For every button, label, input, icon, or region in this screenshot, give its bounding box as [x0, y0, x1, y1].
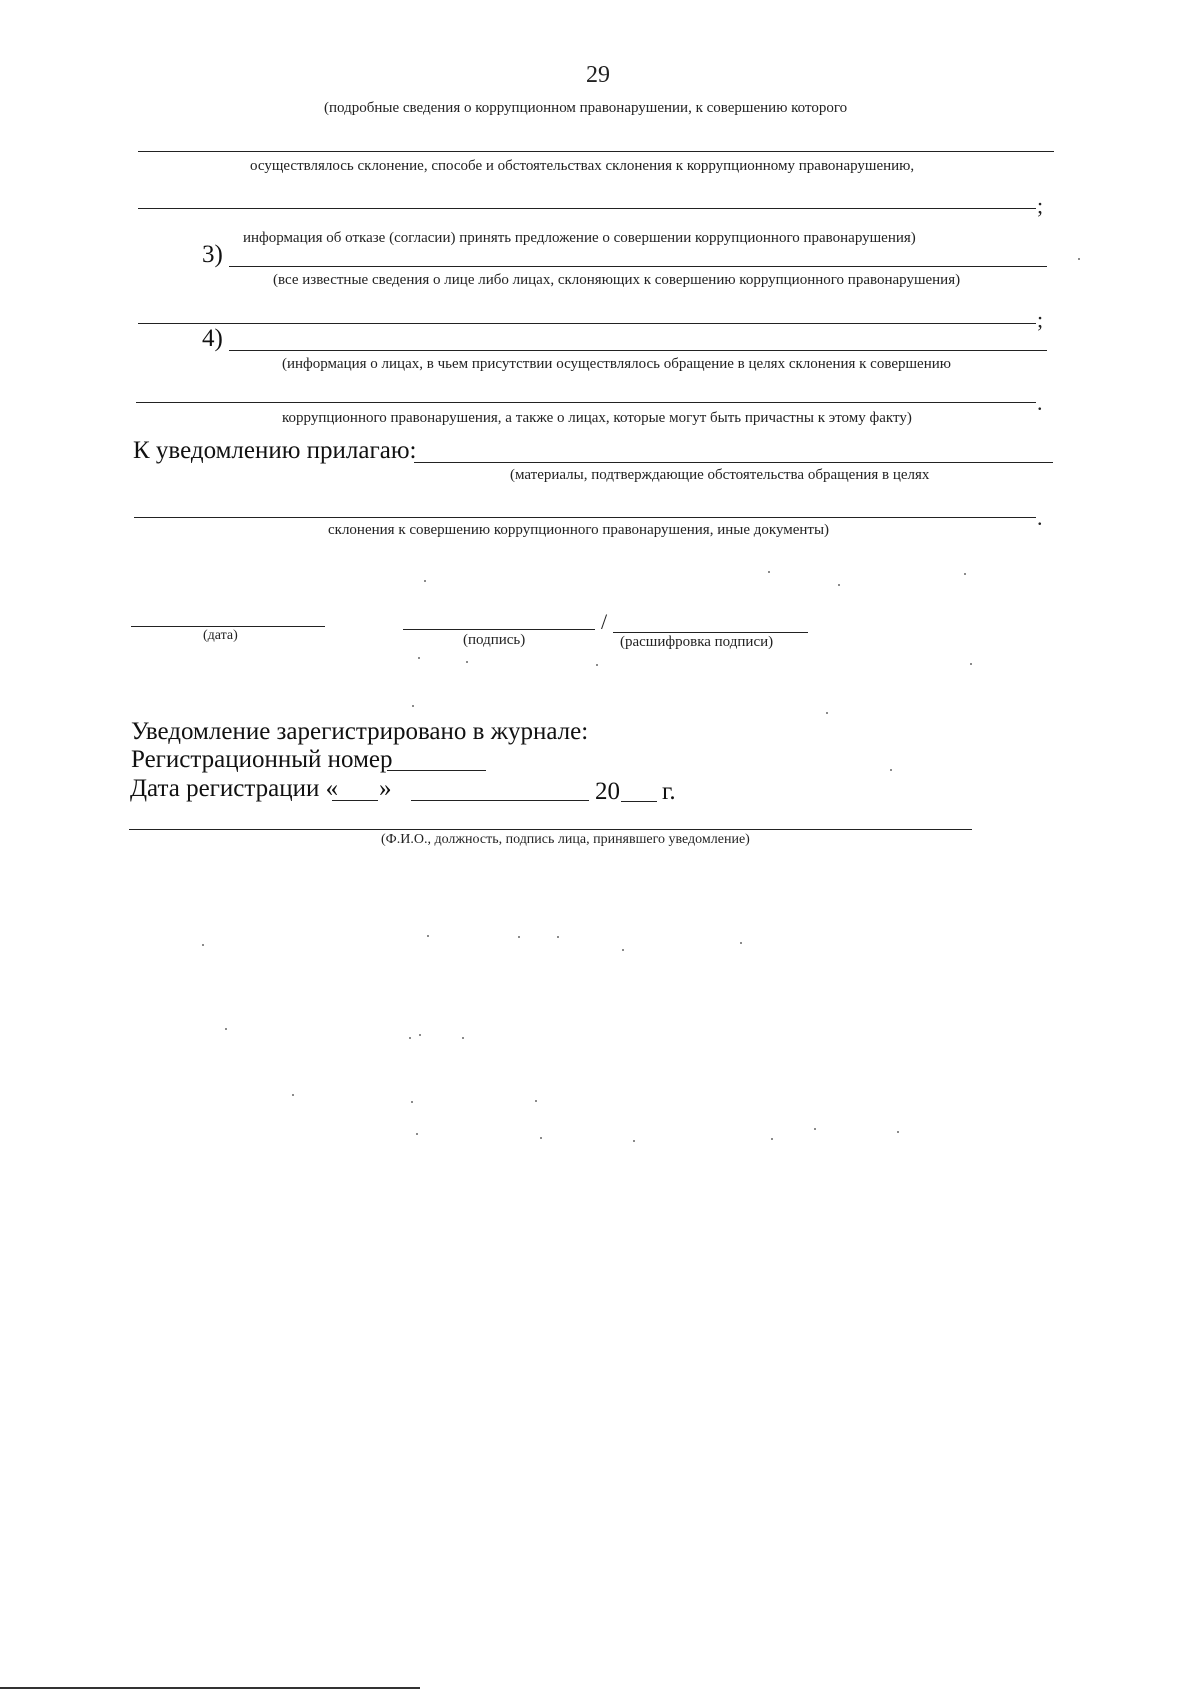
scan-speck — [768, 571, 770, 573]
section-2-caption-3: информация об отказе (согласии) принять предложение о совершении коррупционного правонарушения) — [243, 230, 916, 246]
section-4-caption-2: коррупционного правонарушения, а также о лицах, которые могут быть причастны к этому факту) — [282, 410, 912, 426]
scan-speck — [418, 657, 420, 659]
registration-year-suffix: г. — [662, 778, 676, 805]
section-2-fill-line-1[interactable] — [138, 151, 1054, 152]
section-4-number: 4) — [202, 325, 223, 352]
section-2-caption-1: (подробные сведения о коррупционном правонарушении, к совершению которого — [324, 100, 848, 116]
attachments-caption-1: (материалы, подтверждающие обстоятельства обращения в целях — [510, 467, 930, 483]
scan-edge-line — [0, 1687, 420, 1689]
section-3-caption-1: (все известные сведения о лице либо лицах, склоняющих к совершению коррупционного правонарушения) — [273, 272, 961, 288]
section-2-caption-2: осуществлялось склонение, способе и обстоятельствах склонения к коррупционному правонарушению, — [250, 158, 915, 174]
scan-speck — [427, 935, 429, 937]
scan-speck — [292, 1094, 294, 1096]
attachments-fill-line-1[interactable] — [414, 462, 1053, 463]
scan-speck — [411, 1101, 413, 1103]
signature-decoding-caption: (расшифровка подписи) — [620, 634, 774, 650]
date-line[interactable] — [131, 626, 325, 627]
scan-speck — [897, 1131, 899, 1133]
registration-number-label: Регистрационный номер — [131, 746, 393, 773]
scan-speck — [596, 664, 598, 666]
scan-speck — [838, 584, 840, 586]
registration-date-close-quote: » — [379, 775, 392, 802]
date-caption: (дата) — [203, 628, 238, 643]
registration-year-line[interactable] — [621, 801, 657, 802]
attachments-caption-2: склонения к совершению коррупционного правонарушения, иные документы) — [328, 522, 830, 538]
attachments-label: К уведомлению прилагаю: — [133, 437, 417, 464]
signature-line[interactable] — [403, 629, 595, 630]
page-number: 29 — [586, 62, 610, 88]
scan-speck — [225, 1028, 227, 1030]
section-3-number: 3) — [202, 241, 223, 268]
scan-speck — [740, 942, 742, 944]
scan-speck — [826, 712, 828, 714]
section-4-fill-line-2[interactable] — [136, 402, 1036, 403]
registration-journal-line: Уведомление зарегистрировано в журнале: — [131, 718, 589, 745]
attachments-fill-line-2[interactable] — [134, 517, 1036, 518]
attachments-end-mark: . — [1037, 505, 1043, 530]
scan-speck — [202, 944, 204, 946]
scan-speck — [419, 1034, 421, 1036]
section-3-fill-line-1[interactable] — [229, 266, 1047, 267]
scan-speck — [622, 949, 624, 951]
registration-number-line[interactable] — [387, 770, 486, 771]
section-4-caption-1: (информация о лицах, в чьем присутствии осуществлялось обращение в целях склонения к совершению — [282, 356, 951, 372]
scan-speck — [518, 936, 520, 938]
signature-caption: (подпись) — [463, 632, 526, 648]
scan-speck — [540, 1137, 542, 1139]
scan-speck — [462, 1037, 464, 1039]
scan-speck — [633, 1140, 635, 1142]
scan-speck — [412, 705, 414, 707]
scan-speck — [416, 1133, 418, 1135]
scan-speck — [1078, 258, 1080, 260]
registration-day-line[interactable] — [332, 800, 378, 801]
registration-date-label: Дата регистрации « — [130, 775, 339, 802]
section-4-fill-line-1[interactable] — [229, 350, 1047, 351]
registration-official-line[interactable] — [129, 829, 972, 830]
section-3-fill-line-2[interactable] — [138, 323, 1036, 324]
scan-speck — [557, 936, 559, 938]
scan-speck — [771, 1138, 773, 1140]
registration-official-caption: (Ф.И.О., должность, подпись лица, принявшего уведомление) — [381, 832, 750, 847]
scan-speck — [964, 573, 966, 575]
scan-speck — [409, 1037, 411, 1039]
section-2-fill-line-2[interactable] — [138, 208, 1036, 209]
signature-separator: / — [601, 609, 608, 634]
scan-speck — [424, 580, 426, 582]
section-4-end-mark: . — [1037, 390, 1043, 415]
scan-speck — [890, 769, 892, 771]
registration-year-prefix: 20 — [595, 778, 620, 805]
scan-speck — [970, 663, 972, 665]
scan-speck — [535, 1100, 537, 1102]
signature-decoding-line[interactable] — [613, 632, 808, 633]
registration-month-line[interactable] — [411, 800, 589, 801]
section-3-end-mark: ; — [1037, 307, 1044, 332]
scan-speck — [814, 1128, 816, 1130]
scan-speck — [466, 661, 468, 663]
section-2-end-mark: ; — [1037, 193, 1044, 218]
